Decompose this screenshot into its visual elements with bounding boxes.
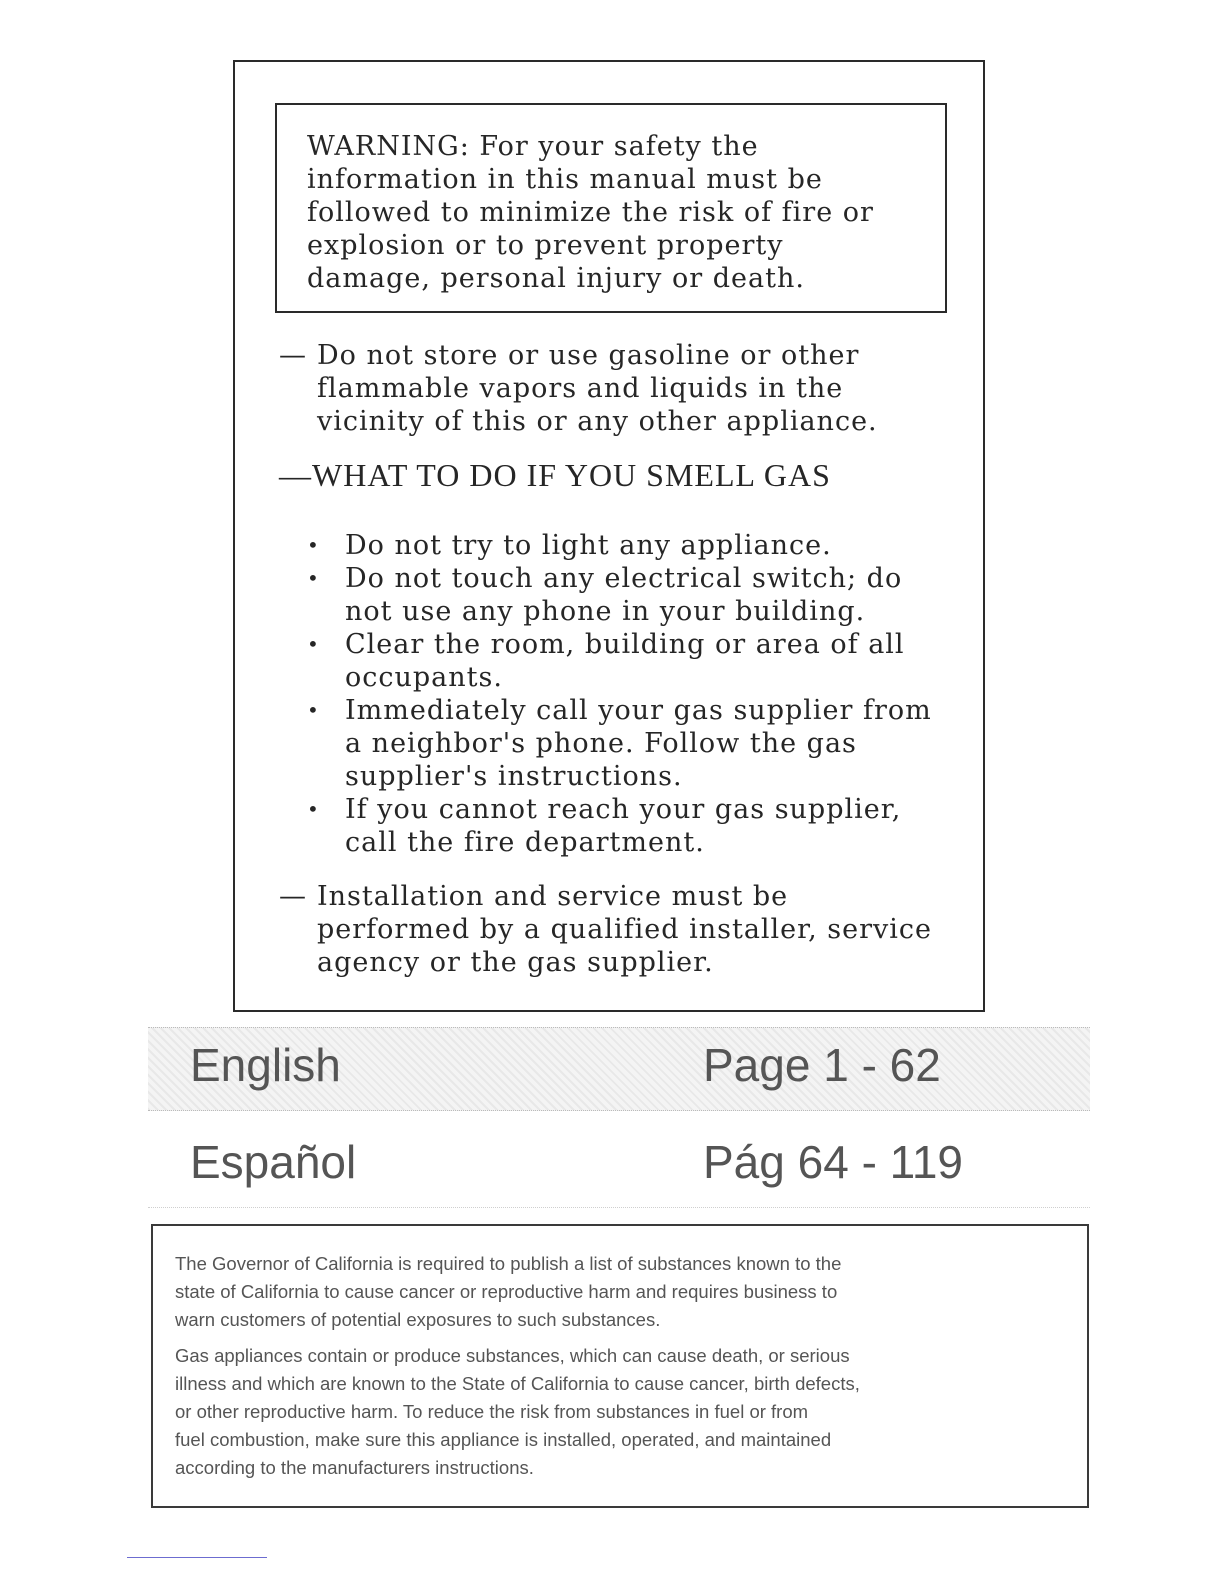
language-page-range: Pág 64 - 119 (703, 1136, 964, 1188)
language-name: Español (190, 1136, 357, 1188)
bullet-icon: • (307, 698, 320, 722)
prop65-line: fuel combustion, make sure this appliance is installed, operated, and maintained (175, 1429, 832, 1450)
warning-line (307, 163, 919, 196)
list-item-continuation (307, 760, 943, 793)
installation-warning (279, 880, 943, 979)
list-item-continuation (307, 661, 943, 694)
list-item-text: Clear the room, building or area of all (345, 629, 905, 660)
bullet-icon: • (307, 797, 320, 821)
prop65-paragraph (175, 1250, 1067, 1334)
gas-warning-box (233, 60, 985, 1012)
dash-text: vicinity of this or any other appliance. (317, 406, 878, 437)
dash-text: performed by a qualified installer, service (317, 914, 932, 945)
prop65-line: state of California to cause cancer or reproductive harm and requires business to (175, 1281, 838, 1302)
list-item (307, 562, 943, 595)
prop65-line: Gas appliances contain or produce substances, which can cause death, or serious (175, 1345, 850, 1366)
warning-line (307, 262, 919, 295)
dash-mark: — (279, 340, 307, 371)
smell-gas-steps (307, 529, 943, 859)
bullet-icon: • (307, 566, 320, 590)
warning-line-text: information in this manual must be (307, 164, 823, 195)
language-name: English (190, 1039, 341, 1091)
warning-line (307, 229, 919, 262)
warning-line (307, 130, 919, 163)
list-item (307, 628, 943, 661)
list-item (307, 694, 943, 727)
language-page-range: Page 1 - 62 (703, 1039, 941, 1091)
list-item-text: Do not touch any electrical switch; do (345, 563, 903, 594)
language-row-english (148, 1027, 1090, 1111)
list-item-text: a neighbor's phone. Follow the gas (345, 728, 857, 759)
list-item-text: not use any phone in your building. (345, 596, 866, 627)
dash-text: flammable vapors and liquids in the (317, 373, 844, 404)
prop65-line: illness and which are known to the State of California to cause cancer, birth defects, (175, 1373, 860, 1394)
list-item-text: If you cannot reach your gas supplier, (345, 794, 902, 825)
smell-gas-heading (279, 457, 831, 494)
dash-row (279, 913, 943, 946)
list-item-text: Do not try to light any appliance. (345, 530, 832, 561)
list-item-continuation (307, 826, 943, 859)
warning-line-text: damage, personal injury or death. (307, 263, 805, 294)
warning-line (307, 196, 919, 229)
list-item-text: Immediately call your gas supplier from (345, 695, 932, 726)
dash-row (279, 946, 943, 979)
prop65-line: according to the manufacturers instructions. (175, 1457, 534, 1478)
dash-mark: — (279, 457, 312, 493)
footer-underline (127, 1557, 267, 1558)
bullet-icon: • (307, 632, 320, 656)
list-item (307, 793, 943, 826)
warning-line-text: explosion or to prevent property (307, 230, 784, 261)
dash-row (279, 405, 943, 438)
bullet-icon: • (307, 533, 320, 557)
smell-gas-heading-text: WHAT TO DO IF YOU SMELL GAS (312, 457, 831, 493)
warning-line-text: WARNING: For your safety the (307, 131, 759, 162)
list-item (307, 529, 943, 562)
warning-line-text: followed to minimize the risk of fire or (307, 197, 874, 228)
prop65-line: The Governor of California is required to publish a list of substances known to the (175, 1253, 842, 1274)
list-item-continuation (307, 727, 943, 760)
dash-row (279, 372, 943, 405)
language-row-spanish (148, 1125, 1090, 1208)
gasoline-storage-warning (279, 339, 943, 438)
dash-text: agency or the gas supplier. (317, 947, 714, 978)
list-item-text: supplier's instructions. (345, 761, 683, 792)
prop65-line: warn customers of potential exposures to such substances. (175, 1309, 661, 1330)
prop65-paragraph (175, 1342, 1067, 1482)
california-prop65-notice (151, 1224, 1089, 1508)
dash-text: Installation and service must be (317, 881, 789, 912)
dash-text: Do not store or use gasoline or other (317, 340, 860, 371)
list-item-text: occupants. (345, 662, 503, 693)
list-item-text: call the fire department. (345, 827, 705, 858)
prop65-line: or other reproductive harm. To reduce the risk from substances in fuel or from (175, 1401, 809, 1422)
safety-warning-header (275, 103, 947, 313)
list-item-continuation (307, 595, 943, 628)
dash-row (279, 880, 943, 913)
dash-row (279, 339, 943, 372)
dash-mark: — (279, 881, 307, 912)
